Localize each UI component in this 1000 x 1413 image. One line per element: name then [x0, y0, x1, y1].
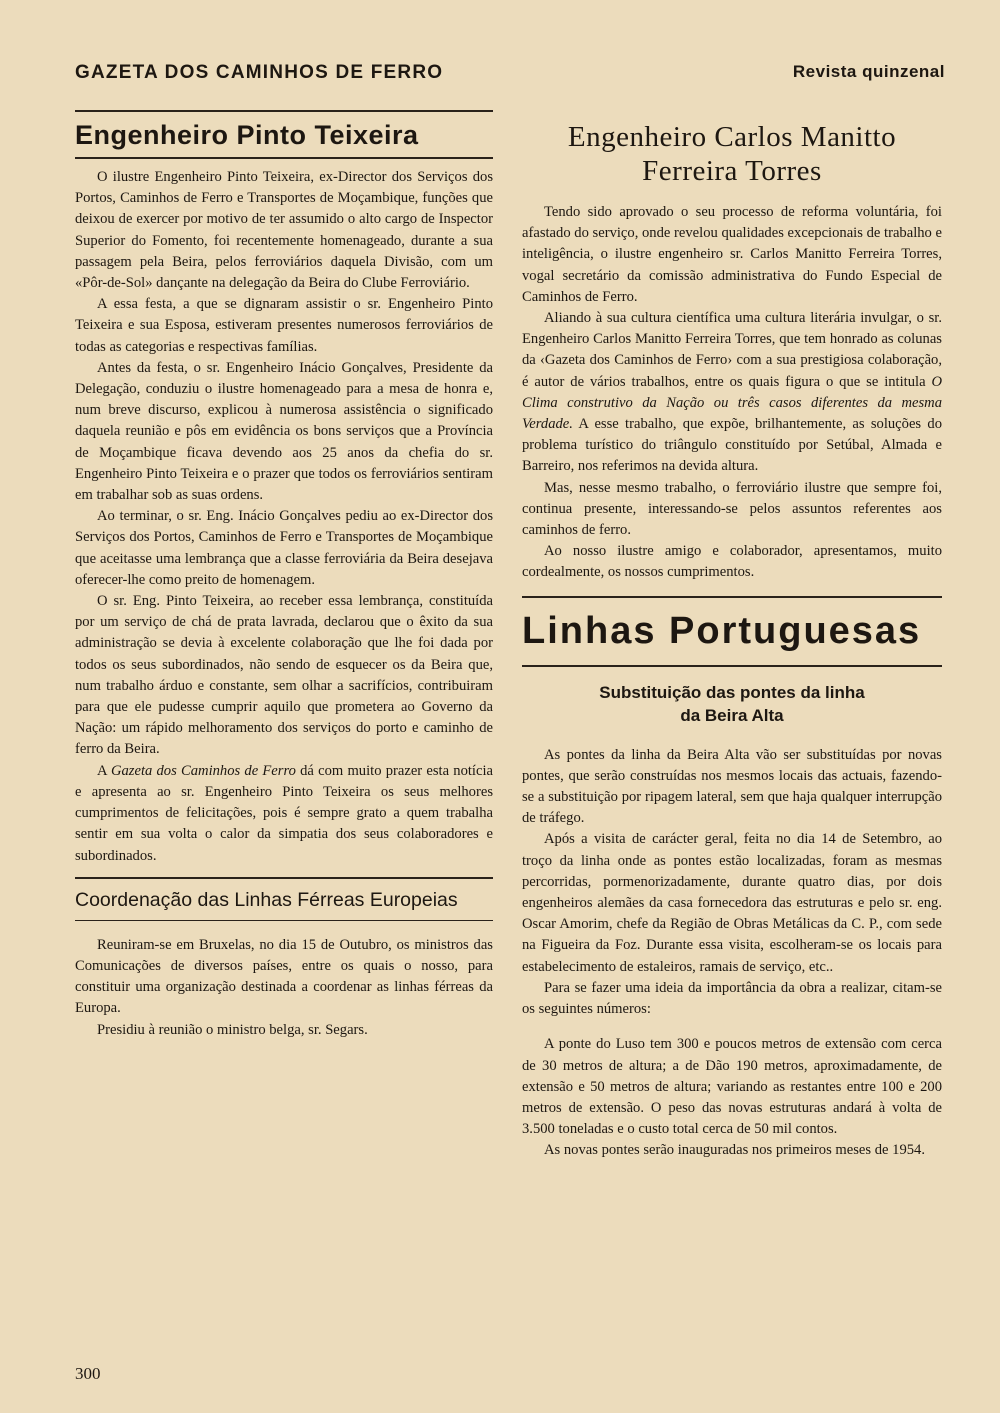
work-title: O Clima construtivo da Nação ou três casos diferentes da mesma Verdade.	[522, 373, 942, 433]
divider	[522, 665, 942, 667]
divider	[522, 596, 942, 598]
paragraph: Para se fazer uma ideia da importância da obra a realizar, citam-se os seguintes números:	[522, 979, 942, 1018]
text: Aliando à sua cultura científica uma cultura literária invulgar, o sr. Engenheiro Carlos Manitto Ferreira Torres, que tem honrado as colunas da ‹Gazeta dos Caminhos de Ferro› com a sua prestigiosa colaboração, é autor de vários trabalhos, entre os quais figura o que se intitula	[522, 310, 942, 390]
paragraph: As novas pontes serão inauguradas nos primeiros meses de 1954.	[544, 1142, 925, 1159]
paragraph: O ilustre Engenheiro Pinto Teixeira, ex-Director dos Serviços dos Portos, Caminhos de Ferro e Transportes de Moçambique, funções que deixou de exercer por motivo de ter assumido o alto cargo de Inspector Superior do Fomento, foi recentemente homenageado, durante a sua passagem pela Beira, pelos ferroviários daquela Divisão, com um «Pôr-de-Sol» dançante na delegação da Beira do Clube Ferroviário.	[75, 169, 493, 292]
paragraph: Ao terminar, o sr. Eng. Inácio Gonçalves pediu ao ex-Director dos Serviços dos Portos, Caminhos de Ferro e Transportes de Moçambique que aceitasse uma lembrança que a classe ferroviária da Beira desejava oferecer-lhe como preito de homenagem.	[75, 508, 493, 588]
publication-title: GAZETA DOS CAMINHOS DE FERRO	[75, 62, 444, 83]
divider	[75, 877, 493, 879]
paragraph	[522, 308, 942, 478]
paragraph: Presidiu à reunião o ministro belga, sr. Segars.	[97, 1021, 368, 1038]
article-title: Coordenação das Linhas Férreas Europeias	[75, 888, 458, 911]
article-body	[75, 167, 493, 867]
paragraph: Antes da festa, o sr. Engenheiro Inácio Gonçalves, Presidente da Delegação, conduziu o ilustre homenageado para a mesa de honra e, num breve discurso, explicou à numerosa assistência o significado daquela reunião e pôs em evidência os bons serviços que a Província de Moçambique ficava devendo aos 25 anos da chefia do sr. Engenheiro Pinto Teixeira e o prazer que todos os ferroviários sentiram em trabalhar sob as suas ordens.	[75, 359, 493, 504]
paragraph: Tendo sido aprovado o seu processo de reforma voluntária, foi afastado do serviço, onde revelou qualidades excepcionais de trabalho e inteligência, o ilustre engenheiro sr. Carlos Manitto Ferreira Torres, vogal secretário da comissão administrativa do Fundo Especial de Caminhos de Ferro.	[522, 204, 942, 305]
article-subtitle	[522, 681, 942, 727]
article-body	[522, 745, 942, 1162]
paragraph: A essa festa, a que se dignaram assistir o sr. Engenheiro Pinto Teixeira e sua Esposa, estiveram presentes numerosos ferroviários de todas as categorias e respectivas famílias.	[75, 296, 493, 355]
divider	[75, 920, 493, 921]
title-line: Ferreira Torres	[642, 155, 822, 187]
running-head	[75, 62, 945, 90]
article-title: Engenheiro Pinto Teixeira	[75, 120, 419, 150]
text: dá com muito prazer esta notícia e apresenta ao sr. Engenheiro Pinto Teixeira os seus melhores cumprimentos de felicitações, pois é sempre grato a quem trabalha sentir em sua volta o calor da simpatia dos seus colaboradores e subordinados.	[75, 762, 493, 864]
paragraph: O sr. Eng. Pinto Teixeira, ao receber essa lembrança, constituída por um serviço de chá de prata lavrada, declarou que o êxito da sua administração se devia à excelente colaboração que lhe foi dada por todos os seus subordinados, não sendo de esquecer os da Beira que, num trabalho árduo e constante, sem olhar a sacrifícios, contribuiram para que ele pudesse cumprir aquilo que prometera ao Governo da Nação: um rápido melhoramento dos serviços do porto e caminho de ferro da Beira.	[75, 593, 493, 758]
page-number: 300	[75, 1364, 101, 1383]
publication-name: Gazeta dos Caminhos de Ferro	[110, 762, 296, 779]
article-body	[75, 935, 493, 1041]
subtitle-line: Substituição das pontes da linha	[599, 682, 865, 702]
article-title	[522, 120, 942, 188]
section-title: Linhas Portuguesas	[522, 609, 922, 652]
paragraph: Após a visita de carácter geral, feita no dia 14 de Setembro, ao troço da linha onde as pontes estão localizadas, foram as mesmas percorridas, pormenorizadamente, durante quatro dias, por dois engenheiros alemães da casa fornecedora das estruturas e pelo sr. eng. Oscar Amorim, chefe da Região de Obras Metálicas da C. P., com sede na Figueira da Foz. Durante essa visita, escolheram-se os locais para estabelecimento de estaleiros, ramais de serviço, etc..	[522, 831, 942, 975]
left-column	[75, 110, 493, 1041]
title-line: Engenheiro Carlos Manitto	[567, 121, 897, 153]
text: A	[97, 762, 111, 779]
divider	[75, 110, 493, 112]
paragraph: Mas, nesse mesmo trabalho, o ferroviário ilustre que sempre foi, continua presente, interessando-se pelos assuntos referentes aos caminhos de ferro.	[522, 479, 942, 539]
text: A esse trabalho, que expõe, brilhantemente, as soluções do problema turístico do triângulo constituído por Setúbal, Almada e Barreiro, nos referimos na devida altura.	[522, 416, 942, 475]
paragraph: As pontes da linha da Beira Alta vão ser substituídas por novas pontes, que serão construídas nos mesmos locais das actuais, fazendo-se a substituição por ripagem lateral, sem que haja qualquer interrupção de tráfego.	[522, 746, 942, 827]
subtitle-line: da Beira Alta	[680, 705, 784, 725]
paragraph: A ponte do Luso tem 300 e poucos metros de extensão com cerca de 30 metros de altura; a de Dão 190 metros, aproximadamente, de extensão e 50 metros de altura; variando as restantes entre 100 e 200 metros de extensão. O peso das novas estruturas andará à volta de 3.500 toneladas e o custo total cerca de 50 mil contos.	[522, 1036, 942, 1138]
divider	[75, 157, 493, 159]
publication-subtitle: Revista quinzenal	[792, 62, 945, 81]
paragraph	[75, 761, 493, 867]
article-body	[522, 202, 942, 584]
paragraph: Reuniram-se em Bruxelas, no dia 15 de Outubro, os ministros das Comunicações de diversos países, entre os quais o nosso, para constituir uma organização destinada a coordenar as linhas férreas da Europa.	[75, 936, 493, 1017]
right-column	[522, 110, 942, 1162]
paragraph: Ao nosso ilustre amigo e colaborador, apresentamos, muito cordealmente, os nossos cumprimentos.	[522, 543, 942, 581]
